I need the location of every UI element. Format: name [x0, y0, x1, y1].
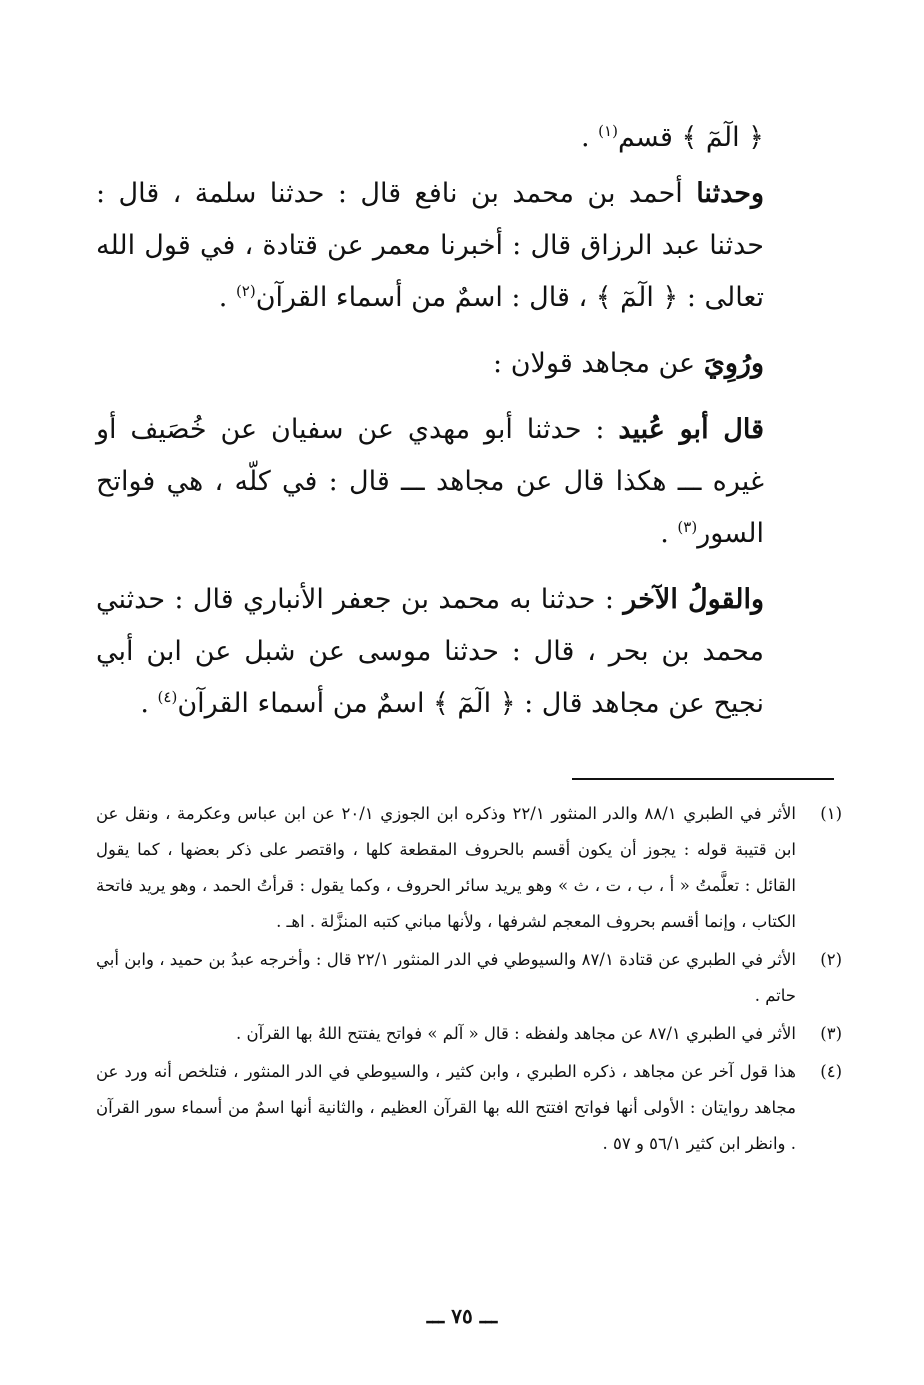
footnote-ref: (٣): [677, 518, 698, 536]
paragraph-4: [96, 404, 764, 560]
paragraph-lead: والقولُ الآخر: [623, 584, 764, 615]
footnote-number: (١): [820, 804, 842, 823]
footnote-ref: (٢): [235, 282, 256, 300]
footnote-4: [96, 1054, 842, 1162]
paragraph-3: [96, 338, 764, 390]
paragraph-end: .: [660, 518, 678, 549]
footnote-ref: (١): [598, 122, 618, 140]
footnotes: [96, 796, 842, 1164]
paragraph-1: [96, 112, 764, 164]
paragraph-5: [96, 574, 764, 730]
page-number: ـــ ٧٥ ـــ: [426, 1304, 498, 1328]
paragraph-text: ﴿ الٓمٓ ﴾ قسم: [617, 122, 764, 153]
paragraph-text: : حدثنا أبو مهدي عن سفيان عن خُصَيف أو غيره ـــ هكذا قال عن مجاهد ـــ قال : في كلّه ، هي فواتح السور: [96, 414, 764, 549]
footnote-ref: (٤): [157, 688, 178, 706]
footnote-number: (٢): [820, 950, 842, 969]
paragraph-end: .: [140, 688, 158, 719]
main-text: [96, 112, 764, 744]
paragraph-text: عن مجاهد قولان :: [493, 348, 704, 379]
footnote-3: [96, 1016, 842, 1052]
footnote-text: الأثر في الطبري ٨٨/١ والدر المنثور ٢٢/١ وذكره ابن الجوزي ٢٠/١ عن ابن عباس وعكرمة ، ونقل عن ابن قتيبة قوله : يجوز أن يكون أقسم بالحروف المقطعة كلها ، واقتصر على ذكر بعضها ، كما يقول القائل : تعلَّمتُ « أ ، ب ، ت ، ث » وهو يريد سائر الحروف ، وكما يقول : قرأتُ الحمد ، وهو يريد فاتحة الكتاب ، وإنما أقسم بحروف المعجم لشرفها ، ولأنها مباني كتبه المنزَّلة . اهـ .: [96, 804, 797, 931]
paragraph-text: أحمد بن محمد بن نافع قال : حدثنا سلمة ، قال : حدثنا عبد الرزاق قال : أخبرنا معمر عن قتادة ، في قول الله تعالى : ﴿ الٓمٓ ﴾ ، قال : اسمٌ من أسماء القرآن: [96, 178, 764, 313]
paragraph-text: : حدثنا به محمد بن جعفر الأنباري قال : حدثني محمد بن بحر ، قال : حدثنا موسى عن شبل عن ابن أبي نجيح عن مجاهد قال : ﴿ الٓمٓ ﴾ اسمٌ من أسماء القرآن: [96, 584, 764, 719]
footnote-text: هذا قول آخر عن مجاهد ، ذكره الطبري ، وابن كثير ، والسيوطي في الدر المنثور ، فتلخص أنه ورد عن مجاهد روايتان : الأولى أنها فواتح افتتح الله بها القرآن العظيم ، والثانية أنها اسمٌ من أسماء سور القرآن . وانظر ابن كثير ٥٦/١ و ٥٧ .: [96, 1062, 796, 1153]
footnote-number: (٣): [820, 1024, 842, 1043]
footnote-text: الأثر في الطبري ٨٧/١ عن مجاهد ولفظه : قال « آلم » فواتح يفتتح اللهُ بها القرآن .: [236, 1024, 796, 1043]
footnote-2: [96, 942, 842, 1014]
paragraph-lead: وحدثنا: [696, 178, 764, 209]
footnote-divider: [572, 778, 834, 780]
paragraph-lead: ورُوِيَ: [703, 348, 764, 379]
footnote-1: [96, 796, 842, 940]
footnote-number: (٤): [820, 1062, 842, 1081]
paragraph-lead: قال أبو عُبيد: [618, 414, 764, 445]
footnote-text: الأثر في الطبري عن قتادة ٨٧/١ والسيوطي في الدر المنثور ٢٢/١ قال : وأخرجه عبدُ بن حميد ، وابن أبي حاتم .: [96, 950, 796, 1005]
paragraph-2: [96, 168, 764, 324]
paragraph-end: .: [218, 282, 236, 313]
paragraph-end: .: [580, 122, 599, 153]
